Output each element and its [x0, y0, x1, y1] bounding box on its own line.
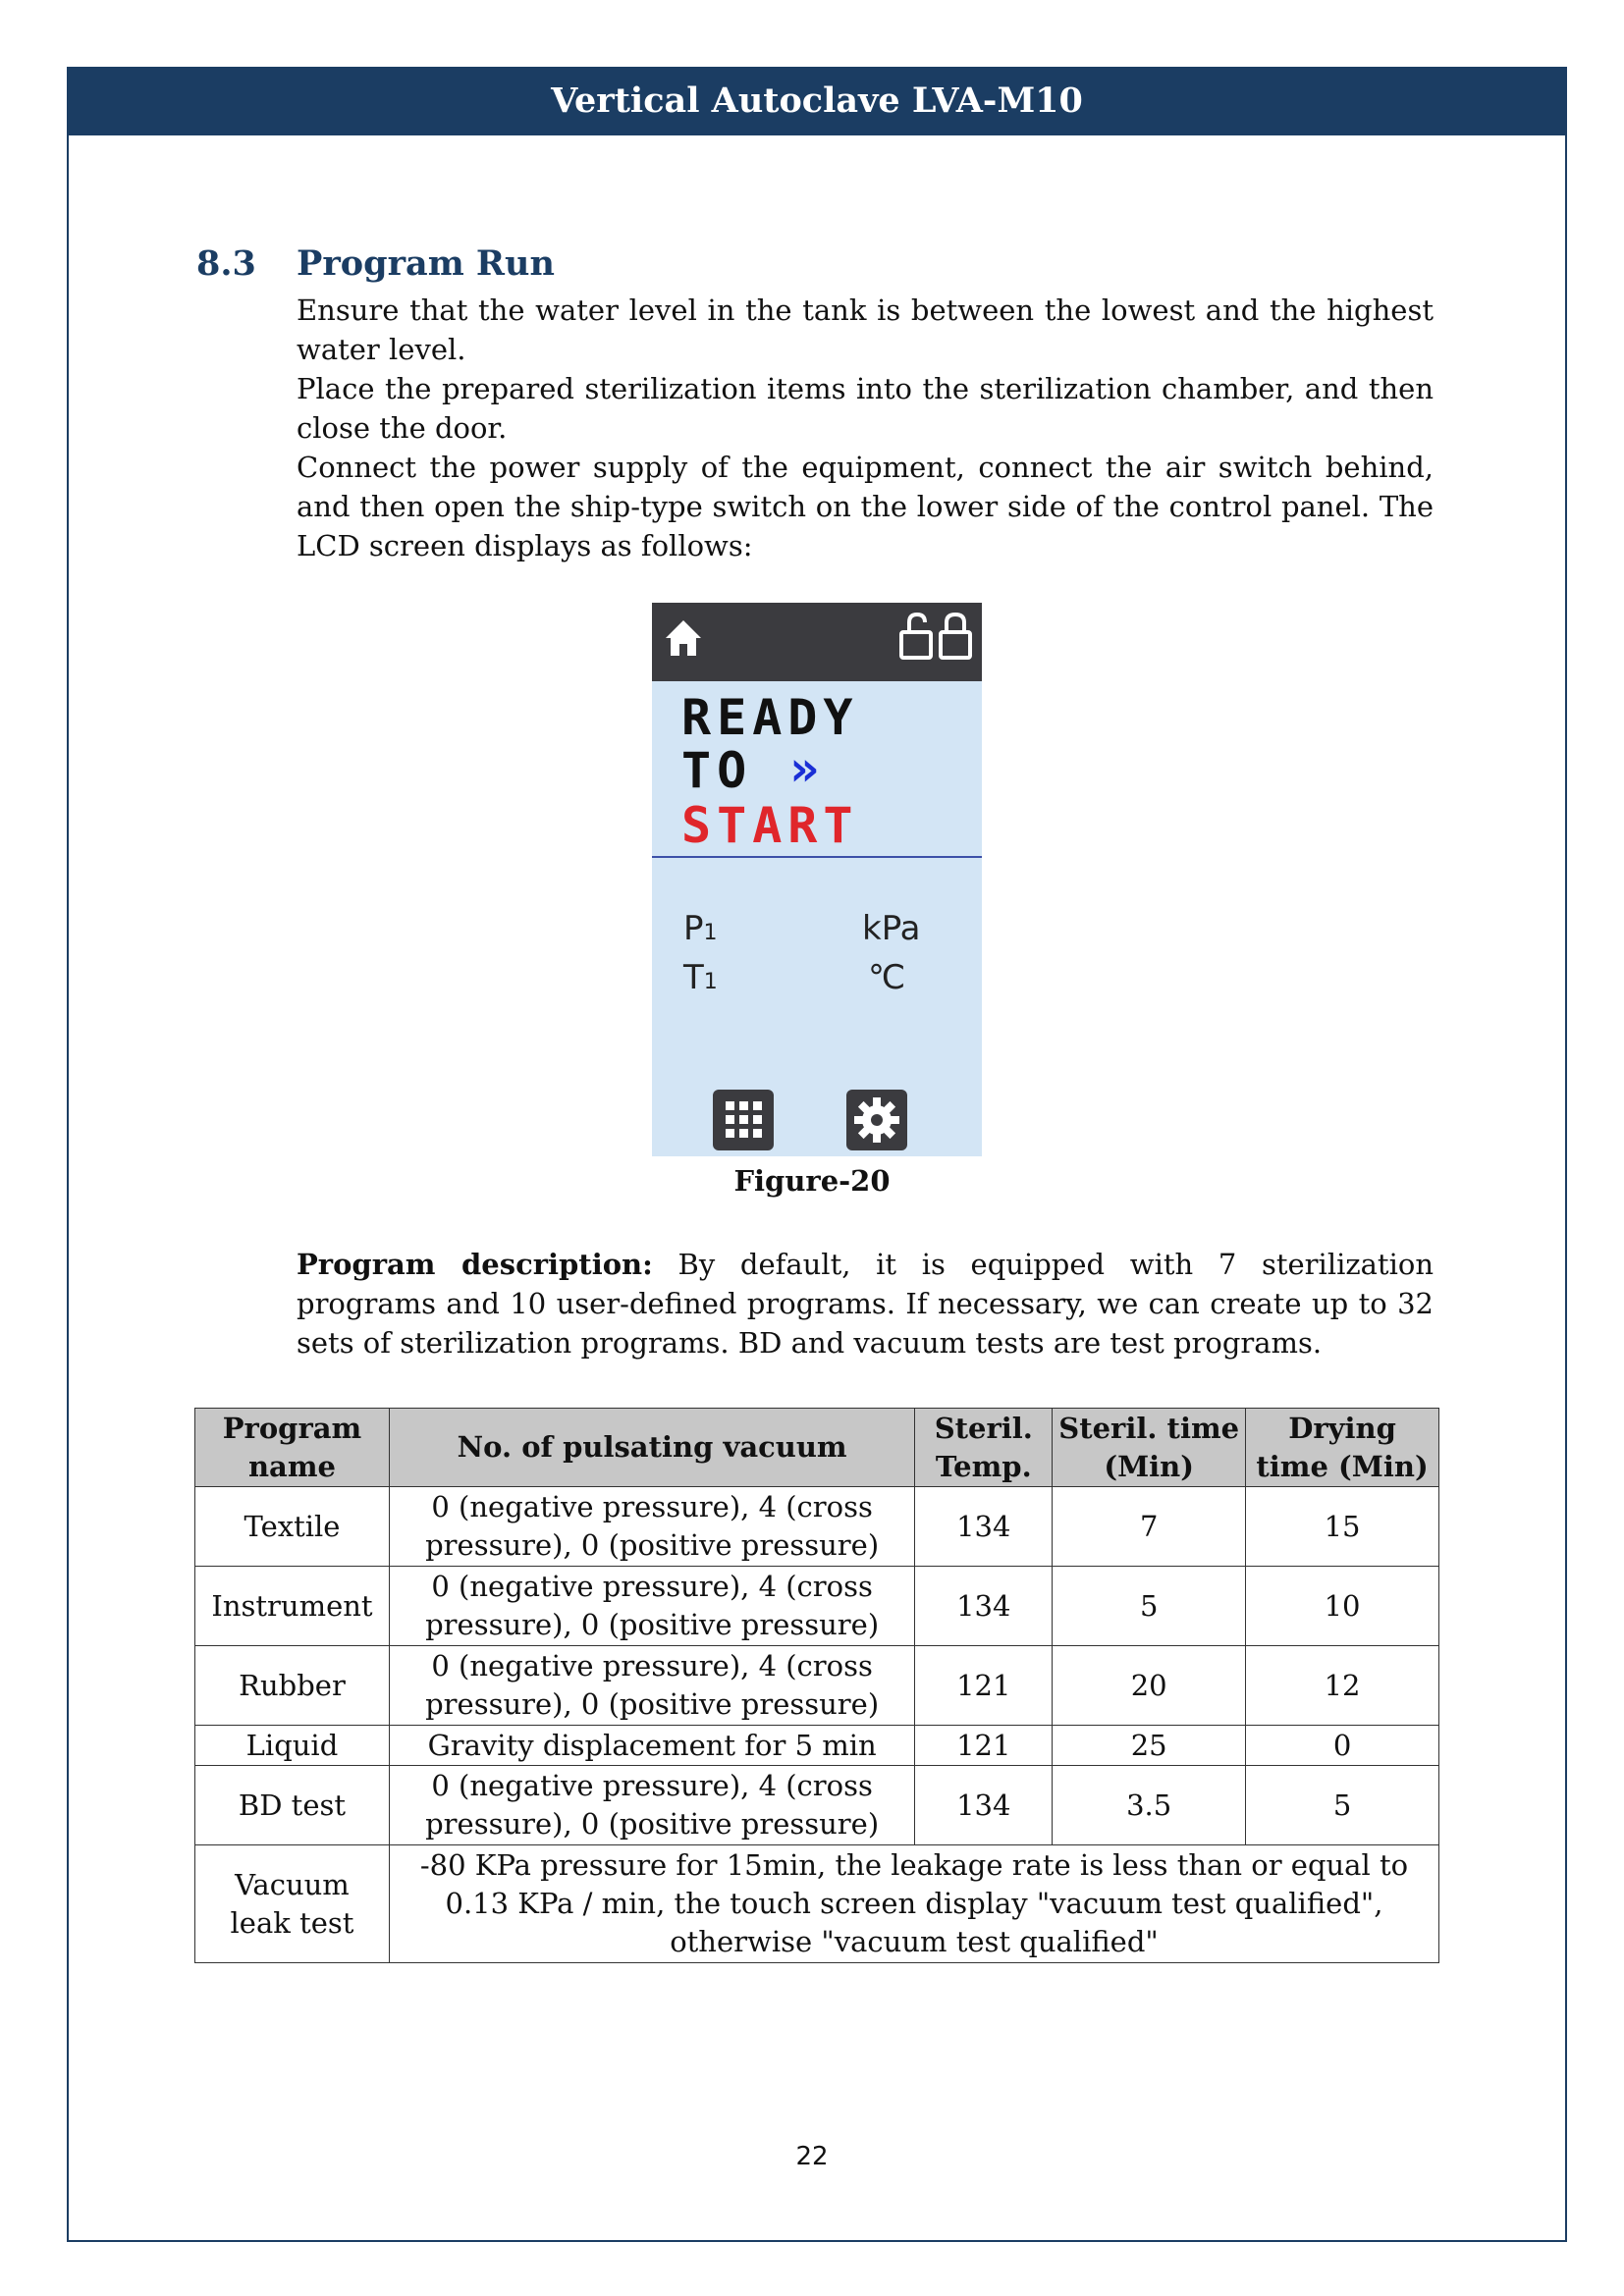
lcd-screen-figure — [652, 603, 982, 1156]
lcd-to-text: TO — [681, 742, 753, 799]
lock-icon — [941, 614, 970, 658]
table-header: Steril. Temp. — [915, 1409, 1053, 1487]
table-cell: 0 — [1246, 1726, 1439, 1766]
table-cell: 15 — [1246, 1487, 1439, 1567]
table-cell: 0 (negative pressure), 4 (cross pressure), 0 (positive pressure) — [389, 1766, 914, 1845]
program-table — [194, 1408, 1439, 1963]
table-cell: 12 — [1246, 1646, 1439, 1726]
table-cell: 134 — [915, 1766, 1053, 1845]
table-cell: BD test — [195, 1766, 390, 1845]
lcd-temperature-unit: ℃ — [868, 958, 906, 997]
table-cell: 121 — [915, 1726, 1053, 1766]
table-cell: 25 — [1053, 1726, 1246, 1766]
table-row — [195, 1487, 1439, 1567]
table-row — [195, 1726, 1439, 1766]
paragraph-connect-power: Connect the power supply of the equipment, connect the air switch behind, and then open the ship-type switch on the lower side of the control panel. The LCD screen displays as follows: — [297, 451, 1434, 562]
lcd-pressure-label: P1 — [683, 909, 718, 948]
table-cell: 7 — [1053, 1487, 1246, 1567]
table-cell: Instrument — [195, 1567, 390, 1646]
table-row — [195, 1646, 1439, 1726]
lcd-arrow-icon: » — [789, 740, 820, 797]
lcd-temperature-label: T1 — [683, 958, 718, 997]
program-description — [297, 1245, 1434, 1362]
lock-status-icons — [899, 613, 974, 662]
paragraph-place-items: Place the prepared sterilization items into the sterilization chamber, and then close the door. — [297, 372, 1434, 445]
table-row — [195, 1567, 1439, 1646]
document-header: Vertical Autoclave LVA-M10 — [67, 67, 1567, 135]
table-cell: Gravity displacement for 5 min — [389, 1726, 914, 1766]
lcd-divider — [652, 856, 982, 858]
home-icon — [664, 616, 703, 660]
gear-icon — [846, 1090, 907, 1150]
lcd-pressure-unit: kPa — [862, 909, 921, 948]
table-row — [195, 1766, 1439, 1845]
section-number: 8.3 — [196, 243, 256, 284]
table-header: Drying time (Min) — [1246, 1409, 1439, 1487]
table-cell: 0 (negative pressure), 4 (cross pressure), 0 (positive pressure) — [389, 1487, 914, 1567]
table-cell: 0 (negative pressure), 4 (cross pressure), 0 (positive pressure) — [389, 1646, 914, 1726]
lcd-start-text: START — [681, 797, 859, 854]
keypad-button — [713, 1090, 774, 1150]
table-cell: 121 — [915, 1646, 1053, 1726]
settings-button — [846, 1090, 907, 1150]
table-cell: 5 — [1053, 1567, 1246, 1646]
table-cell: Liquid — [195, 1726, 390, 1766]
table-cell: Textile — [195, 1487, 390, 1567]
table-cell: 20 — [1053, 1646, 1246, 1726]
page-number: 22 — [795, 2142, 829, 2171]
table-cell: 3.5 — [1053, 1766, 1246, 1845]
table-cell: Rubber — [195, 1646, 390, 1726]
table-header: Program name — [195, 1409, 390, 1487]
section-title: Program Run — [297, 243, 555, 284]
table-header: No. of pulsating vacuum — [389, 1409, 914, 1487]
paragraph-water-level: Ensure that the water level in the tank is between the lowest and the highest water level. — [297, 294, 1434, 366]
table-cell: Vacuum leak test — [195, 1845, 390, 1963]
table-header: Steril. time (Min) — [1053, 1409, 1246, 1487]
lcd-top-bar — [652, 603, 982, 681]
table-cell: 0 (negative pressure), 4 (cross pressure), 0 (positive pressure) — [389, 1567, 914, 1646]
program-description-text: By default, it is equipped with 7 sterilization programs and 10 user-defined programs. If necessary, we can create up to 32 sets of sterilization programs. BD and vacuum tests are test programs. — [297, 1248, 1434, 1360]
table-header-row — [195, 1409, 1439, 1487]
table-cell: 134 — [915, 1487, 1053, 1567]
unlock-icon — [901, 614, 931, 658]
figure-caption: Figure-20 — [733, 1164, 891, 1198]
table-row — [195, 1845, 1439, 1963]
lcd-ready-text: READY — [681, 689, 859, 746]
table-cell: 134 — [915, 1567, 1053, 1646]
table-cell: 10 — [1246, 1567, 1439, 1646]
table-cell-merged: -80 KPa pressure for 15min, the leakage rate is less than or equal to 0.13 KPa / min, the touch screen display "vacuum test qualified", otherwise "vacuum test qualified" — [389, 1845, 1438, 1963]
program-description-label: Program description: — [297, 1248, 653, 1281]
table-cell: 5 — [1246, 1766, 1439, 1845]
keypad-icon — [713, 1090, 774, 1150]
